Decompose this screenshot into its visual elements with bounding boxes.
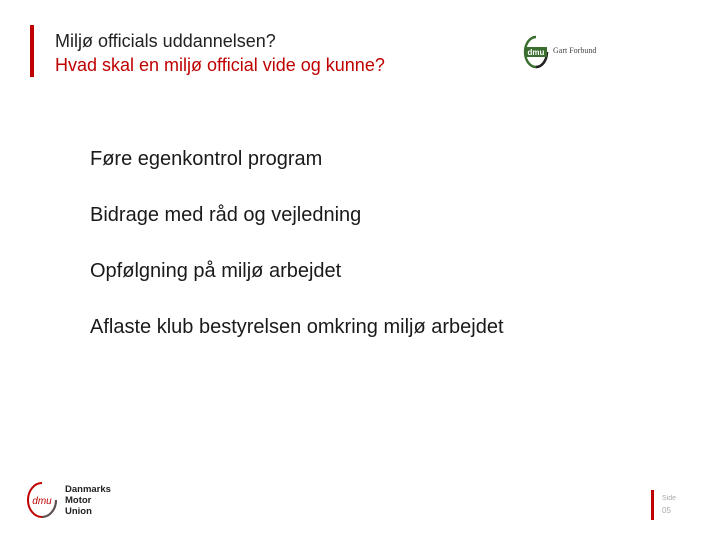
bottom-logo xyxy=(25,480,125,522)
slide-title xyxy=(55,30,385,76)
top-logo-text: Gart Forbund xyxy=(553,46,597,55)
danmarks-motor-union-logo-icon xyxy=(25,480,59,520)
bullet-item: Bidrage med råd og vejledning xyxy=(90,204,362,226)
logo-word-3: Union xyxy=(65,506,92,517)
dmu-logo-icon xyxy=(523,35,549,69)
bullet-item: Opfølgning på miljø arbejdet xyxy=(90,260,342,282)
title-line-2: Hvad skal en miljø official vide og kunne? xyxy=(55,55,385,75)
logo-word-2: Motor xyxy=(65,495,92,506)
bottom-logo-mark: dmu xyxy=(32,496,52,507)
title-accent-bar xyxy=(30,25,34,77)
page-label: Side xyxy=(662,495,677,502)
title-line-1: Miljø officials uddannelsen? xyxy=(55,31,276,51)
page-accent-bar xyxy=(651,490,654,520)
page-number: 05 xyxy=(662,506,671,515)
bullet-item: Aflaste klub bestyrelsen omkring miljø arbejdet xyxy=(90,316,504,338)
logo-word-1: Danmarks xyxy=(65,484,111,495)
top-logo-mark: dmu xyxy=(527,48,545,57)
bullet-item: Føre egenkontrol program xyxy=(90,148,323,170)
bullet-list xyxy=(90,147,504,371)
bottom-logo-words xyxy=(65,484,111,517)
top-logo xyxy=(523,35,615,71)
